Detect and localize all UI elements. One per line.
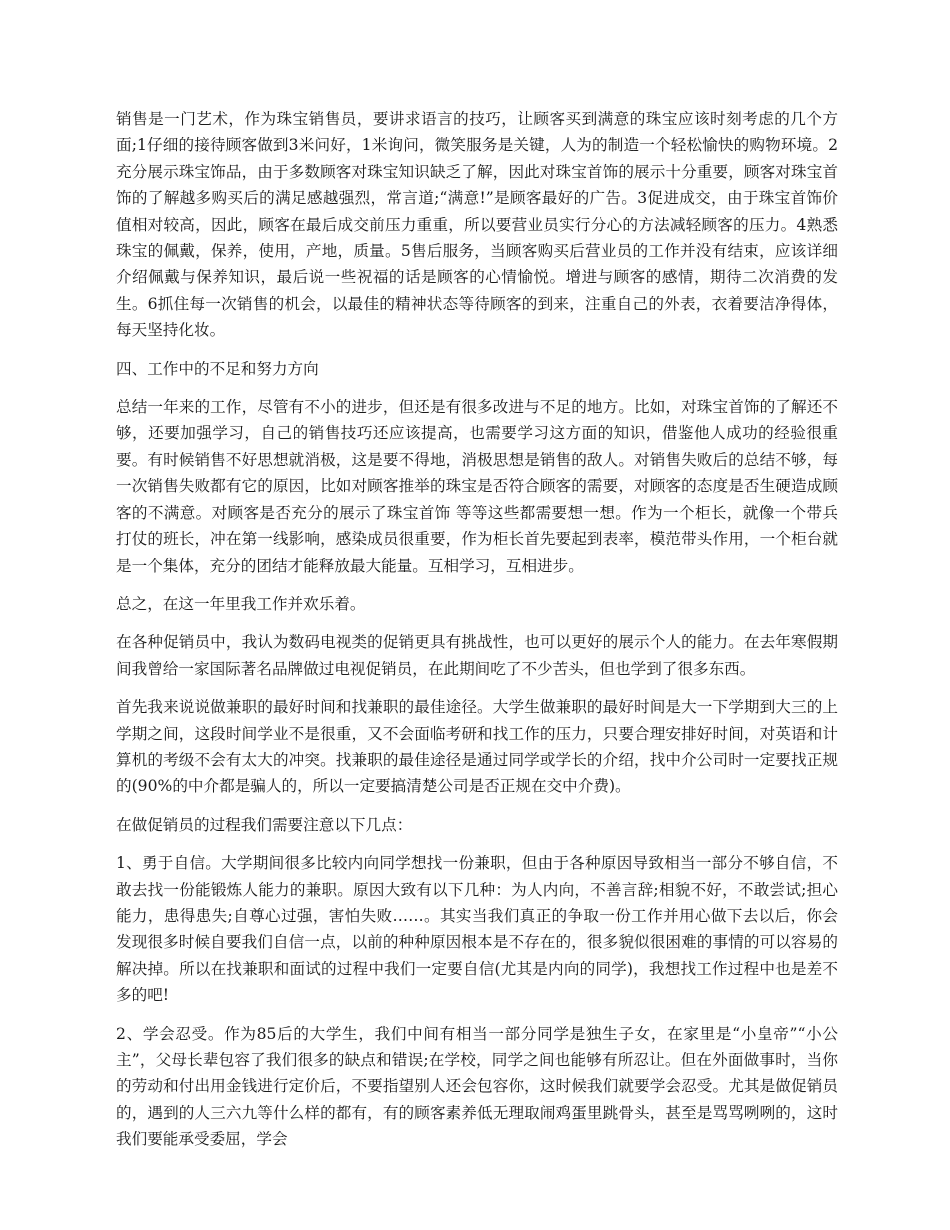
paragraph-promoter-intro: 在各种促销员中，我认为数码电视类的促销更具有挑战性，也可以更好的展示个人的能力。在去年寒假期间我曾给一家国际著名品牌做过电视促销员，在此期间吃了不少苦头，但也学到了很多东西。 [116,633,838,678]
document-body [116,106,838,1165]
paragraph-jewelry-sales-tips: 销售是一门艺术，作为珠宝销售员，要讲求语言的技巧，让顾客买到满意的珠宝应该时刻考虑的几个方面;1仔细的接待顾客做到3米问好，1米询问，微笑服务是关键，人为的制造一个轻松愉快的购物环境。2充分展示珠宝饰品，由于多数顾客对珠宝知识缺乏了解，因此对珠宝首饰的展示十分重要，顾客对珠宝首饰的了解越多购买后的满足感越强烈，常言道;“满意!”是顾客最好的广告。3促进成交，由于珠宝首饰价值相对较高，因此，顾客在最后成交前压力重重，所以要营业员实行分心的方法减轻顾客的压力。4熟悉珠宝的佩戴，保养，使用，产地，质量。5售后服务，当顾客购买后营业员的工作并没有结束，应该详细介绍佩戴与保养知识，最后说一些祝福的话是顾客的心情愉悦。增进与顾客的感情，期待二次消费的发生。6抓住每一次销售的机会，以最佳的精神状态等待顾客的到来，注重自己的外表，衣着要洁净得体，每天坚持化妆。 [116,110,838,340]
section-heading-shortcomings: 四、工作中的不足和努力方向 [116,359,319,378]
paragraph-part-time-timing: 首先我来说说做兼职的最好时间和找兼职的最佳途径。大学生做兼职的最好时间是大一下学期到大三的上学期之间，这段时间学业不是很重，又不会面临考研和找工作的压力，只要合理安排好时间，对英语和计算机的考级不会有太大的冲突。找兼职的最佳途径是通过同学或学长的介绍，找中介公司时一定要找正规的(90%的中介都是骗人的，所以一定要搞清楚公司是否正规在交中介费)。 [116,698,838,796]
paragraph-point-endurance: 2、学会忍受。作为85后的大学生，我们中间有相当一部分同学是独生子女，在家里是“小皇帝”“小公主”，父母长辈包容了我们很多的缺点和错误;在学校，同学之间也能够有所忍让。但在外面做事时，当你的劳动和付出用金钱进行定价后，不要指望别人还会包容你，这时候我们就要学会忍受。尤其是做促销员的，遇到的人三六九等什么样的都有，有的顾客素养低无理取闹鸡蛋里跳骨头，甚至是骂骂咧咧的，这时我们要能承受委屈，学会 [116,1024,838,1149]
paragraph-points-intro: 在做促销员的过程我们需要注意以下几点： [116,815,413,834]
paragraph-year-summary: 总结一年来的工作，尽管有不小的进步，但还是有很多改进与不足的地方。比如，对珠宝首饰的了解还不够，还要加强学习，自己的销售技巧还应该提高，也需要学习这方面的知识，借鉴他人成功的经验很重要。有时候销售不好思想就消极，这是要不得地，消极思想是销售的敌人。对销售失败后的总结不够，每一次销售失败都有它的原因，比如对顾客推举的珠宝是否符合顾客的需要，对顾客的态度是否生硬造成顾客的不满意。对顾客是否充分的展示了珠宝首饰 等等这些都需要想一想。作为一个柜长，就像一个带兵打仗的班长，冲在第一线影响，感染成员很重要，作为柜长首先要起到表率，模范带头作用，一个柜台就是一个集体，充分的团结才能释放最大能量。互相学习，互相进步。 [116,398,838,575]
paragraph-point-confidence: 1、勇于自信。大学期间很多比较内向同学想找一份兼职，但由于各种原因导致相当一部分不够自信，不敢去找一份能锻炼人能力的兼职。原因大致有以下几种：为人内向，不善言辞;相貌不好，不敢尝试;担心能力，患得患失;自尊心过强，害怕失败……。其实当我们真正的争取一份工作并用心做下去以后，你会发现很多时候自要我们自信一点，以前的种种原因根本是不存在的，很多貌似很困难的事情的可以容易的解决掉。所以在找兼职和面试的过程中我们一定要自信(尤其是内向的同学)，我想找工作过程中也是差不多的吧! [116,854,838,1005]
paragraph-conclusion: 总之，在这一年里我工作并欢乐着。 [116,594,366,613]
